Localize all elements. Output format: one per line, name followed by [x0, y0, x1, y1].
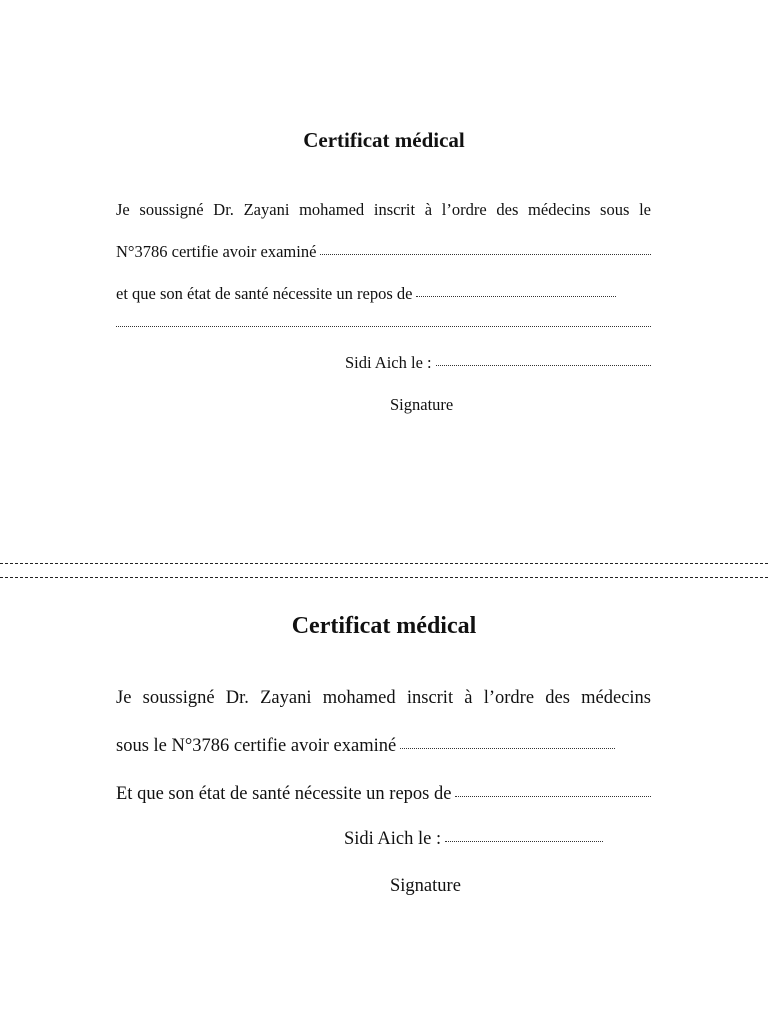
certificate-line-3 [116, 784, 651, 805]
rest-duration-continuation-field[interactable] [116, 326, 651, 327]
certificate-line-1: Je soussigné Dr. Zayani mohamed inscrit à l’ordre des médecins sous le [116, 200, 651, 219]
certificate-title: Certificat médical [291, 613, 477, 639]
date-field[interactable] [436, 365, 651, 366]
cut-line-upper [0, 563, 768, 564]
rest-duration-label: et que son état de santé nécessite un repos de [116, 284, 413, 303]
certificate-line-1: Je soussigné Dr. Zayani mohamed inscrit à l’ordre des médecins [116, 688, 651, 708]
place-date-label: Sidi Aich le : [344, 829, 442, 849]
signature-label: Signature [390, 395, 454, 414]
certificate-title: Certificat médical [303, 128, 465, 152]
place-date-label: Sidi Aich le : [345, 353, 432, 372]
rest-duration-field[interactable] [455, 796, 651, 797]
place-date-line [344, 829, 603, 850]
cut-line-lower [0, 577, 768, 578]
certificate-line-2 [116, 242, 651, 262]
rest-duration-label: Et que son état de santé nécessite un repos de [116, 784, 452, 804]
signature-label: Signature [390, 876, 461, 896]
examined-label: N°3786 certifie avoir examiné [116, 242, 317, 261]
certificate-line-2 [116, 736, 651, 757]
patient-name-field[interactable] [400, 748, 615, 749]
certificate-line-4 [116, 326, 651, 334]
certificate-line-3 [116, 284, 651, 304]
place-date-line [345, 353, 651, 373]
examined-label: sous le N°3786 certifie avoir examiné [116, 736, 397, 756]
patient-name-field[interactable] [320, 254, 651, 255]
rest-duration-field[interactable] [416, 296, 616, 297]
date-field[interactable] [445, 841, 603, 842]
